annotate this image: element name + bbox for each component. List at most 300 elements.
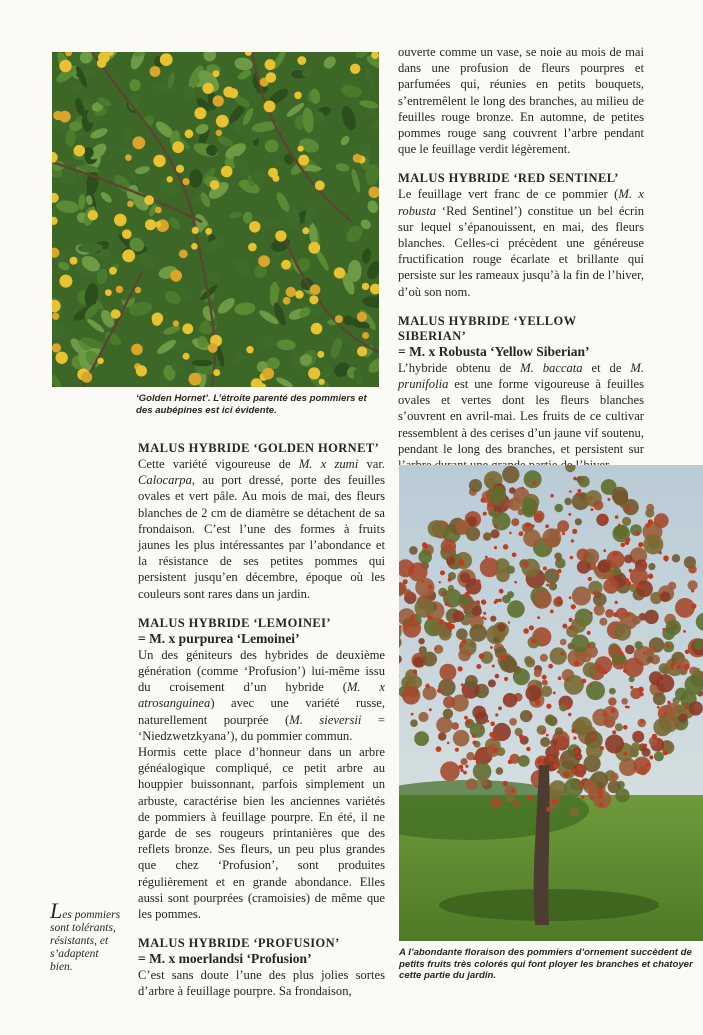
fruit-mark [626,538,630,542]
fruit-mark [411,713,414,716]
fruit-mark [550,610,554,614]
crown-mark [461,758,468,765]
crown-mark [668,582,676,590]
crown-mark [469,624,487,642]
fruit-mark [638,687,644,693]
fruit-mark [514,581,517,584]
crown-mark [490,797,501,808]
fruit-mark [573,477,577,481]
fruit-mark [542,675,547,680]
crown-mark [572,586,591,605]
crown-mark [586,681,605,700]
profusion-synonym: = M. x moerlandsi ‘Profusion’ [138,951,312,967]
fruit-mark [691,603,696,608]
fruit-mark [617,661,620,664]
fruit-mark [122,229,132,239]
fruit-mark [670,666,674,670]
crown-mark [635,641,643,649]
fruit-mark [476,579,481,584]
fruit-mark [473,756,477,760]
fruit-mark [509,532,512,535]
crown-mark [549,780,567,798]
fruit-mark [641,561,646,566]
fruit-mark [189,373,202,386]
fruit-mark [523,628,529,634]
fruit-mark [578,782,582,786]
fruit-mark [569,596,572,599]
text-run: = ‘Niedzwetzkyana’), du pommier commun. [138,712,385,743]
fruit-mark [210,180,220,190]
fruit-mark [637,584,641,588]
fruit-mark [684,706,688,710]
fruit-mark [183,178,190,185]
fruit-mark [670,662,674,666]
crown-mark [546,715,556,725]
fruit-mark [460,644,464,648]
crown-mark [496,747,505,756]
crown-mark [693,668,700,675]
crown-mark [497,623,506,632]
fruit-mark [529,625,534,630]
fruit-mark [114,214,127,227]
crown-mark [622,517,631,526]
profusion-continued-text: ouverte comme un vase, se noie au mois de mai dans une profusion de fleurs pourpres et parfumées qui, réunies en petits bouquets, s’entremêlent le long des branches, au milieu de feuilles rouge bronze. En automne, de petites pommes rouge sang couvrent l’arbre pendant que le feuillage verdit légèrement. [398,45,644,157]
fruit-mark [542,763,545,766]
crown-mark [678,714,687,723]
photo-crabapple-tree [399,465,703,941]
fruit-mark [145,219,156,230]
crown-mark [521,559,540,578]
fruit-mark [552,799,557,804]
fruit-mark [528,795,533,800]
crown-mark [615,788,629,802]
fruit-mark [546,734,549,737]
fruit-mark [511,789,515,793]
crown-mark [458,649,471,662]
crown-mark [605,609,614,618]
fruit-mark [565,773,569,777]
fruit-mark [557,771,560,774]
fruit-mark [216,130,222,136]
fruit-mark [422,580,425,583]
fruit-mark [621,543,626,548]
fruit-mark [624,752,628,756]
crown-mark [615,723,623,731]
crown-mark [511,518,519,526]
lemoinei-heading [138,616,385,631]
fruit-mark [629,569,633,573]
fruit-mark [684,664,690,670]
crown-mark [614,568,621,575]
fruit-mark [508,621,510,623]
fruit-mark [489,746,492,749]
crown-mark [418,638,424,644]
fruit-mark [448,556,451,559]
crown-mark [453,730,470,747]
fruit-mark [194,107,206,119]
fruit-mark [429,708,432,711]
fruit-mark [266,72,277,83]
crown-mark [451,722,459,730]
fruit-mark [577,489,581,493]
text-run: L’hybride obtenu de [398,360,521,375]
crown-mark [605,735,624,754]
crown-mark [647,656,654,663]
fruit-mark [362,332,369,339]
fruit-mark [553,763,558,768]
fruit-mark [131,344,143,356]
fruit-mark [574,660,580,666]
fruit-mark [549,756,553,760]
fruit-mark [281,260,291,270]
crown-mark [654,513,669,528]
text-run: Le feuillage vert franc de ce pommier ( [398,187,619,202]
fruit-mark [476,760,481,765]
latin-name: M. x robusta [398,187,644,218]
fruit-mark [461,683,464,686]
fruit-mark [308,367,320,379]
fruit-mark [594,591,598,595]
profusion-heading [138,936,385,951]
latin-name: M. prunifolia [398,360,644,392]
crown-mark [578,476,590,488]
crown-mark [488,486,506,504]
fruit-mark [494,546,497,549]
fruit-mark [546,704,551,709]
profusion-title: MALUS HYBRIDE ‘PROFUSION’ [138,936,340,951]
fruit-mark [272,175,279,182]
fruit-mark [116,286,123,293]
fruit-mark [458,666,463,671]
crown-mark [689,701,703,715]
fruit-mark [455,748,459,752]
text-run: var. [358,457,385,471]
crown-mark [555,727,563,735]
fruit-mark [623,725,628,730]
fruit-mark [620,652,624,656]
fruit-mark [136,365,147,376]
fruit-mark [335,315,343,323]
fruit-mark [309,295,318,304]
fruit-mark [411,615,416,620]
crown-mark [428,520,445,537]
crown-mark [656,674,674,692]
fruit-mark [499,589,504,594]
fruit-mark [640,692,644,696]
fruit-mark [353,154,362,163]
fruit-mark [598,789,603,794]
fruit-mark [636,731,640,735]
latin-name: M. x zumi [298,457,359,471]
fruit-mark [167,176,173,182]
crown-mark [536,681,543,688]
fruit-mark [507,697,511,701]
crown-mark [413,657,424,668]
caption-text: A l’abondante floraison des pommiers d’ornement succèdent de petits fruits très colorés qui font ployer les branches et chatoyer cette partie du jardin. [399,947,693,981]
latin-name: Calocarpa [138,473,192,488]
fruit-mark [632,560,635,563]
latin-name: M. sieversii [289,712,362,727]
crown-mark [441,539,456,554]
crown-mark [456,628,468,640]
crown-mark [577,549,589,561]
crown-mark [472,706,486,720]
golden-hornet-text [138,456,385,602]
fruit-mark [445,601,450,606]
crown-mark [603,578,619,594]
crown-mark [571,635,589,653]
fruit-mark [626,581,631,586]
crown-mark [415,598,435,618]
fruit-mark [170,270,182,282]
fruit-mark [533,507,536,510]
fruit-mark [319,379,325,385]
fruit-mark [599,794,603,798]
fruit-mark [183,353,190,360]
fruit-mark [623,668,628,673]
crown-mark [550,647,567,664]
fruit-mark [294,92,302,100]
fruit-mark [503,544,508,549]
fruit-mark [216,115,229,128]
fruit-mark [524,562,529,567]
fruit-mark [179,250,188,259]
fruit-mark [599,802,604,807]
fruit-mark [447,742,450,745]
fruit-mark [577,756,580,759]
fruit-mark [568,513,571,516]
crown-mark [521,498,538,515]
fruit-mark [644,744,647,747]
photo-crabapple-tree-caption [399,947,699,982]
crown-mark [599,618,607,626]
text-run: Un des géniteurs des hybrides de deuxième génération (comme ‘Profusion’) lui-même issu du croisement d’un hybride ( [138,647,385,695]
crown-mark [438,732,446,740]
crown-mark [483,532,492,541]
text-run: Cette variété vigoureuse de [138,457,299,471]
fruit-mark [466,720,471,725]
fruit-mark [575,749,579,753]
fruit-mark [667,701,670,704]
fruit-mark [464,716,468,720]
fruit-mark [176,165,184,173]
fruit-mark [132,136,145,149]
text-run: ) avec une variété russe, naturellement pourprée ( [138,696,385,727]
crown-mark [534,590,549,605]
crown-mark [666,620,681,635]
fruit-mark [464,689,468,693]
fruit-mark [664,712,668,716]
crown-mark [580,651,591,662]
fruit-mark [677,665,681,669]
crown-mark [644,610,658,624]
fruit-mark [562,624,567,629]
fruit-mark [578,772,581,775]
crown-mark [507,566,515,574]
fruit-mark [490,646,493,649]
fruit-mark [603,549,606,552]
fruit-mark [483,612,486,615]
latin-name: M. x atrosanguinea [138,680,385,711]
text-run: , au port dressé, porte des feuilles ovales et vert pâle. Au mois de mai, des fleurs blanches de 2 cm de diamètre se détachent de sa frondaison. C’est l’une des formes à fruits jaunes les plus intéressantes par l’abondance et la résistance de ses petites pommes qui persistent jusqu’en décembre, époque où les couleurs sont rares dans un jardin. [138,473,385,601]
fruit-mark [428,616,433,621]
margin-note [50,898,122,974]
crown-mark [460,595,471,606]
fruit-mark [476,600,480,604]
crown-mark [555,504,564,513]
fruit-mark [612,553,615,556]
fruit-mark [463,771,467,775]
crown-mark [469,479,482,492]
fruit-mark [472,734,476,738]
crown-mark [560,639,567,646]
fruit-mark [53,111,62,120]
fruit-mark [590,684,593,687]
fruit-mark [589,612,592,615]
yellow-siberian-synonym: = M. x Robusta ‘Yellow Siberian’ [398,343,590,359]
fruit-mark [459,559,464,564]
fruit-mark [566,679,569,682]
fruit-mark [155,207,162,214]
fruit-mark [490,734,494,738]
fruit-mark [403,579,408,584]
fruit-mark [556,596,562,602]
fruit-mark [191,243,198,250]
fruit-mark [428,585,433,590]
fruit-mark [127,201,134,208]
fruit-mark [249,221,260,232]
fruit-mark [479,653,485,659]
crown-mark [466,778,477,789]
fruit-mark [648,519,653,524]
fruit-mark [503,781,508,786]
crown-mark [665,703,679,717]
fruit-mark [521,487,524,490]
fruit-mark [603,713,607,717]
fruit-mark [437,688,442,693]
fruit-mark [205,228,212,235]
crown-mark [472,606,482,616]
fruit-mark [487,503,492,508]
fruit-mark [56,352,68,364]
fruit-mark [571,769,576,774]
fruit-mark [654,737,657,740]
fruit-mark [569,626,574,631]
fruit-mark [440,570,445,575]
fruit-mark [297,56,306,65]
crown-mark [480,779,487,786]
fruit-mark [576,493,579,496]
fruit-mark [531,639,536,644]
fruit-mark [569,490,572,493]
fruit-mark [495,674,500,679]
fruit-mark [105,289,112,296]
fruit-mark [630,686,633,689]
crown-mark [440,761,460,781]
fruit-mark [74,145,86,157]
caption-text: ‘Golden Hornet’. L’étroite parenté des pommiers et des aubépines est ici évidente. [136,393,367,416]
fruit-mark [542,730,546,734]
crown-mark [473,762,492,781]
crown-mark [402,686,420,704]
fruit-mark [155,221,161,227]
fruit-mark [192,227,199,234]
fruit-mark [153,155,165,167]
photo-golden-hornet-caption [136,393,380,416]
fruit-mark [569,618,573,622]
fruit-mark [666,644,670,648]
fruit-mark [562,532,565,535]
fruit-mark [495,713,498,716]
fruit-mark [586,644,590,648]
fruit-mark [652,647,656,651]
fruit-mark [546,584,549,587]
margin-note-dropcap: L [50,898,63,923]
fruit-mark [529,714,532,717]
crown-mark [642,748,651,757]
crown-mark [518,755,530,767]
fruit-mark [203,83,214,94]
crown-mark [507,591,514,598]
fruit-mark [627,613,631,617]
profusion-text: C’est sans doute l’une des plus jolies sortes d’arbre à feuillage pourpre. Sa frondaison, [138,968,385,999]
fruit-mark [512,553,517,558]
fruit-mark [88,210,98,220]
crown-mark [523,529,541,547]
crown-mark [575,518,582,525]
crown-mark [625,645,635,655]
fruit-mark [213,369,220,376]
fruit-mark [448,544,451,547]
fruit-mark [262,368,274,380]
crown-mark [660,592,671,603]
fruit-mark [532,525,535,528]
fruit-mark [671,719,674,722]
crown-mark [496,767,504,775]
crown-mark [586,742,603,759]
fruit-mark [588,577,592,581]
fruit-mark [579,787,582,790]
yellow-siberian-text [398,360,644,473]
fruit-mark [573,736,576,739]
fruit-mark [485,537,488,540]
fruit-mark [473,741,477,745]
fruit-mark [683,630,686,633]
crown-mark [409,546,418,555]
fruit-mark [362,283,369,290]
fruit-mark [555,746,559,750]
fruit-mark [498,706,502,710]
fruit-mark [618,524,621,527]
fruit-mark [526,747,530,751]
fruit-mark [150,66,161,77]
fruit-mark [465,765,468,768]
fruit-mark [213,95,224,106]
fruit-mark [649,755,653,759]
crown-mark [453,610,465,622]
fruit-mark [492,665,495,668]
crown-mark [418,550,432,564]
left-column [138,441,385,1000]
crown-mark [636,580,653,597]
lemoinei-title: MALUS HYBRIDE ‘LEMOINEI’ [138,615,331,630]
fruit-mark [405,628,408,631]
fruit-mark [311,323,323,335]
fruit-mark [581,679,586,684]
crown-mark [423,686,437,700]
fruit-mark [59,275,72,288]
fruit-mark [478,750,483,755]
